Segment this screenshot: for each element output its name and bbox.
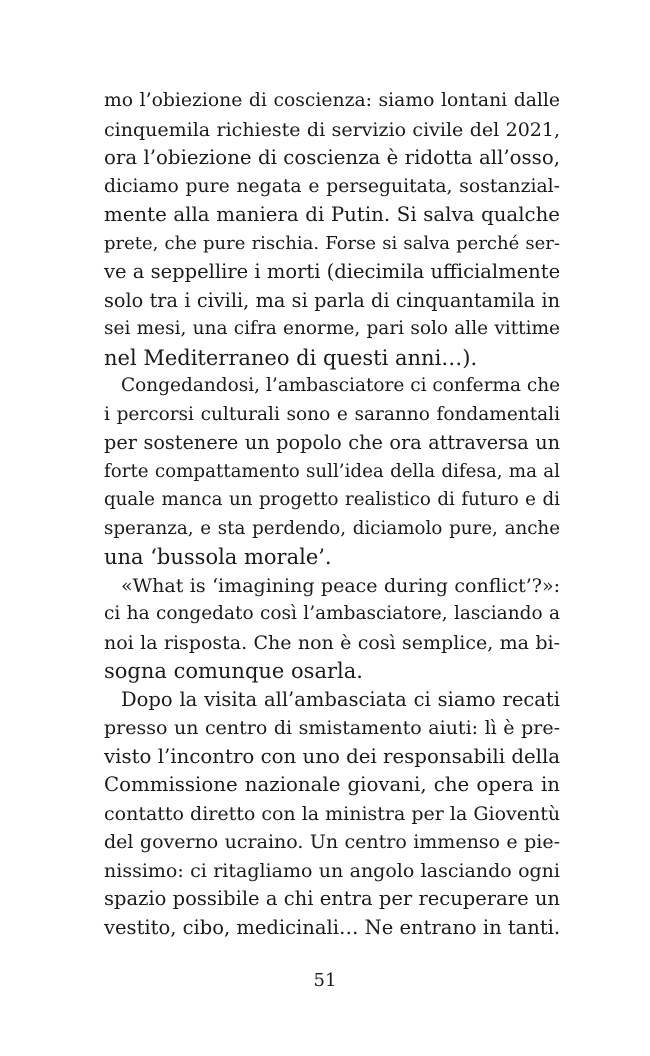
text-line: vestito, cibo, medicinali… Ne entrano in tanti. (104, 915, 561, 939)
text-line: i percorsi culturali sono e saranno fondamentali (104, 403, 560, 425)
text-line: Commissione nazionale giovani, che opera in (104, 773, 560, 796)
text-line: spazio possibile a chi entra per recuperare un (104, 887, 560, 910)
paragraph-first-line: Congedandosi, l’ambasciatore ci conferma che (121, 375, 561, 396)
text-line: contatto diretto con la ministra per la Gioventù (104, 802, 561, 825)
text-line: del governo ucraino. Un centro immenso e pie- (104, 831, 560, 853)
text-line: prete, che pure rischia. Forse si salva perché ser- (104, 232, 560, 254)
text-line: noi la risposta. Che non è così semplice, ma bi- (104, 631, 560, 654)
text-line: una ‘bussola morale’. (104, 545, 332, 569)
text-line: solo tra i civili, ma si parla di cinquantamila in (104, 288, 560, 312)
text-line: mente alla maniera di Putin. Si salva qualche (104, 203, 560, 226)
text-line: visto l’incontro con uno dei responsabili della (104, 744, 561, 768)
text-line: sogna comunque osarla. (104, 659, 363, 683)
text-line: cinquemila richieste di servizio civile del 2021, (104, 118, 560, 141)
paragraph-first-line: Dopo la visita all’ambasciata ci siamo recati (121, 687, 560, 711)
text-line: diciamo pure negata e perseguitata, sostanzial- (104, 175, 560, 197)
text-line: sei mesi, una cifra enorme, pari solo alle vittime (104, 318, 560, 339)
text-line: nissimo: ci ritagliamo un angolo lasciando ogni (104, 859, 560, 882)
text-line: ora l’obiezione di coscienza è ridotta all’osso, (104, 146, 560, 169)
paragraph-first-line: «What is ‘imagining peace during conflict’?»: (121, 574, 560, 597)
text-line: ve a seppellire i morti (diecimila ufficialmente (104, 260, 561, 283)
page-number: 51 (313, 970, 337, 991)
text-line: ci ha congedato così l’ambasciatore, lasciando a (104, 603, 560, 624)
text-line: presso un centro di smistamento aiuti: lì è pre- (104, 717, 560, 739)
text-line: speranza, e sta perdendo, diciamolo pure, anche (104, 517, 560, 539)
body-text (104, 87, 560, 942)
text-line: per sostenere un popolo che ora attraversa un (104, 431, 560, 454)
text-line: forte compattamento sull’idea della difesa, ma al (104, 460, 560, 482)
text-line: mo l’obiezione di coscienza: siamo lontani dalle (104, 90, 560, 111)
text-line: quale manca un progetto realistico di futuro e di (104, 489, 560, 510)
text-line: nel Mediterraneo di questi anni…). (104, 345, 478, 370)
